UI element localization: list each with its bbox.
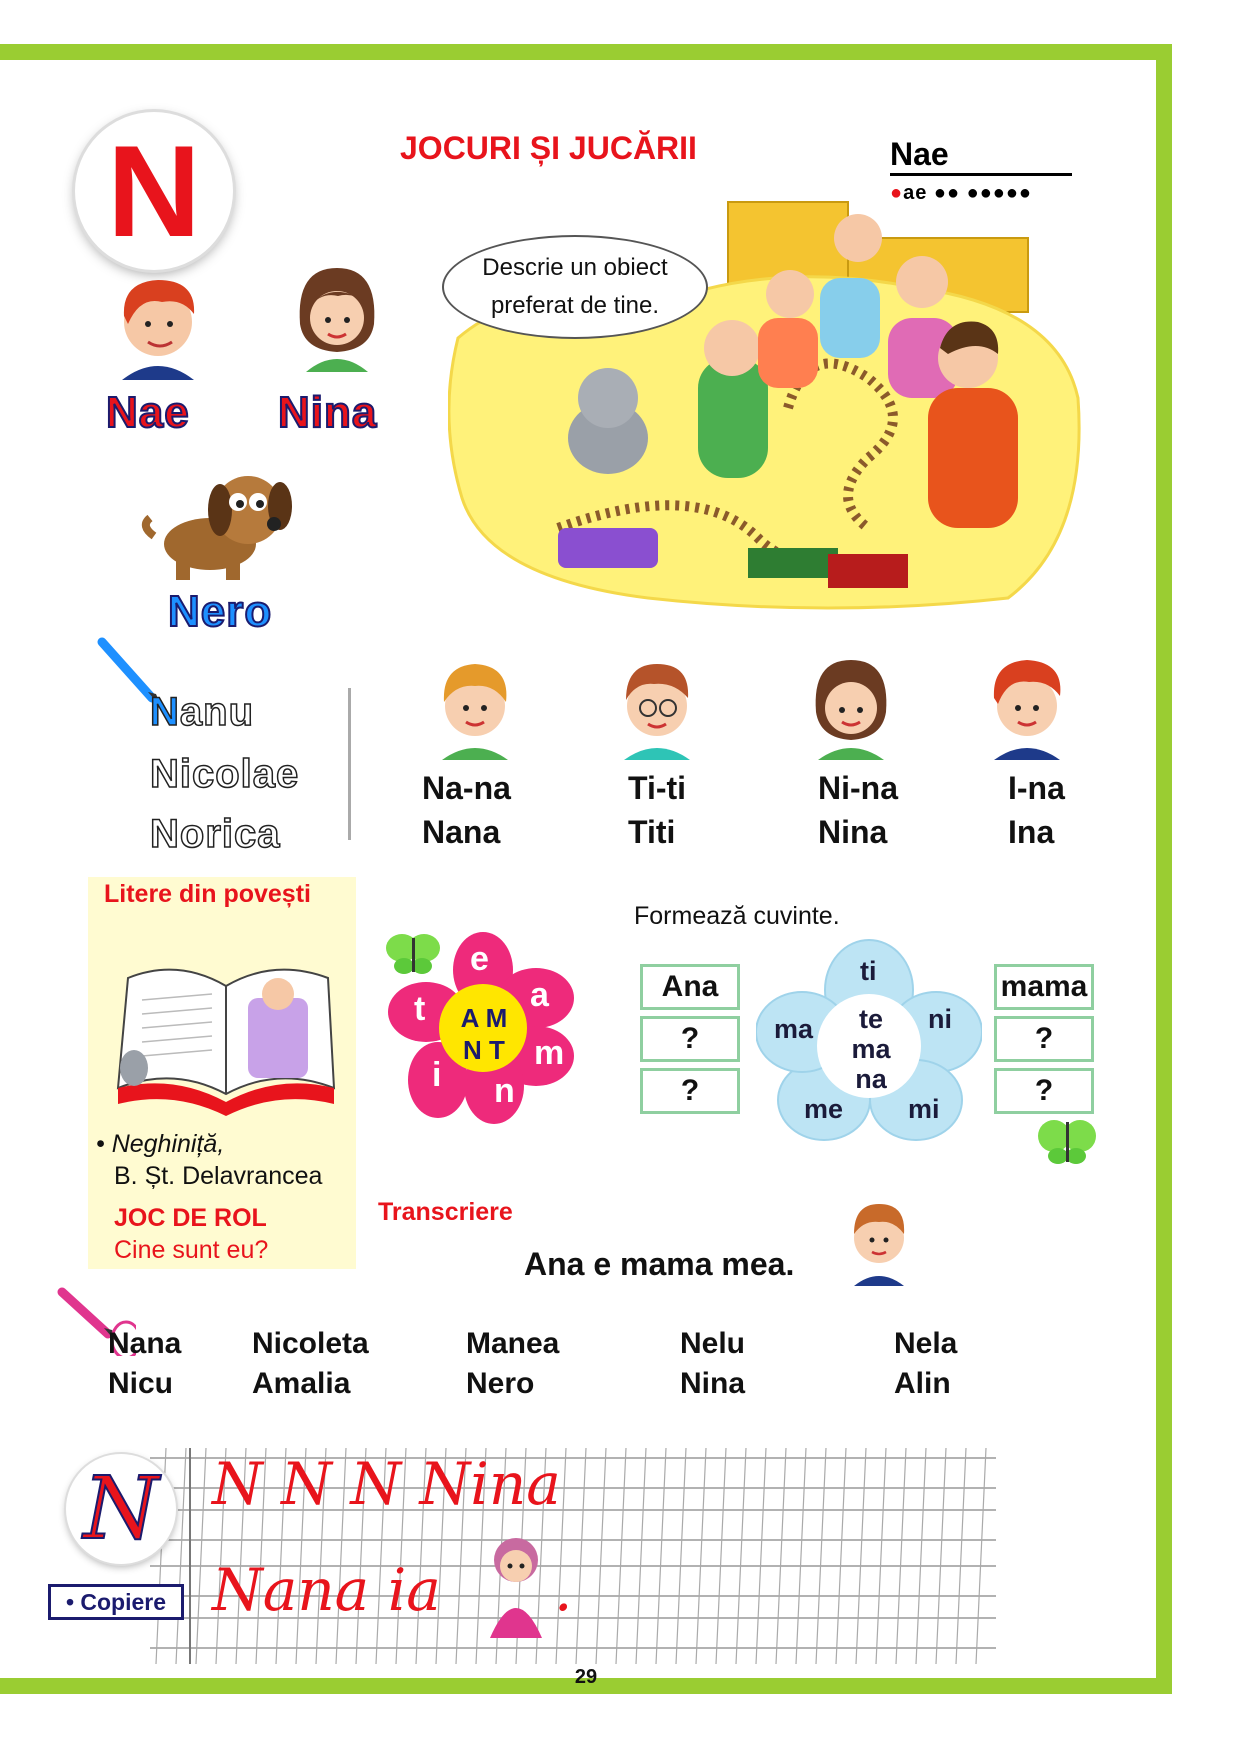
name-nero-text: Nero <box>168 587 273 636</box>
transcription-label: Transcriere <box>378 1198 513 1226</box>
face-nina <box>808 652 894 760</box>
form-words-instruction: Formează cuvinte. <box>634 902 840 930</box>
divider <box>348 688 351 840</box>
right-box-3: ? <box>994 1068 1094 1114</box>
hollow-name-nicolae: Nicolae <box>150 752 300 796</box>
big-letter-badge <box>75 112 233 270</box>
flower-center <box>452 1002 516 1066</box>
page-number: 29 <box>574 1666 598 1688</box>
syllable-petal-me: me <box>804 1094 844 1124</box>
name-item: Alin <box>894 1367 951 1400</box>
syllable-split: Ni-na <box>818 770 898 806</box>
name-item: Manea <box>466 1327 560 1360</box>
syllable-petal-ni: ni <box>928 1004 952 1034</box>
syllable-word: Nina <box>818 814 888 850</box>
name-item: Nero <box>466 1367 535 1400</box>
syllable-petal-mi: mi <box>908 1094 940 1124</box>
name-item: Nana <box>108 1327 182 1360</box>
flower-petal-m: m <box>534 1034 565 1072</box>
flower-petal-e: e <box>470 940 489 978</box>
girl-nina-illustration <box>292 262 382 372</box>
cursive-line-2-end: . <box>554 1556 573 1624</box>
syllable-word: Ina <box>1008 814 1055 850</box>
name-item: Nicu <box>108 1367 174 1400</box>
role-play-title: JOC DE ROL <box>114 1204 267 1232</box>
center-syllable-te: te <box>858 1004 883 1034</box>
copy-label: • Copiere <box>48 1584 184 1620</box>
name-column-2 <box>252 1324 369 1404</box>
hollow-name-nanu <box>150 690 254 735</box>
dog-nero-illustration <box>140 462 300 582</box>
syllable-word: Nana <box>422 814 501 850</box>
speech-bubble <box>442 235 708 339</box>
syllable-block-titi <box>628 766 686 854</box>
name-item: Nelu <box>680 1327 746 1360</box>
right-box-2: ? <box>994 1016 1094 1062</box>
name-column-3 <box>466 1324 559 1404</box>
name-column-1 <box>108 1324 181 1404</box>
flower-petal-i: i <box>432 1056 442 1094</box>
flower-petal-a: a <box>530 976 549 1014</box>
flower-center-line2: N T <box>463 1035 505 1065</box>
scheme-rest: ae ●● ●●●●● <box>903 182 1033 204</box>
hollow-name-norica: Norica <box>150 812 281 856</box>
name-column-4 <box>680 1324 745 1404</box>
syllable-word: Titi <box>628 814 676 850</box>
right-box-1: mama <box>994 964 1094 1010</box>
name-column-5 <box>894 1324 957 1404</box>
big-letter: N <box>107 118 201 264</box>
page-title: JOCURI ȘI JUCĂRII <box>400 130 697 166</box>
center-syllable-na: na <box>855 1064 887 1094</box>
left-box-1: Ana <box>640 964 740 1010</box>
face-ana-small <box>846 1196 912 1286</box>
left-box-3: ? <box>640 1068 740 1114</box>
flower-petal-t: t <box>414 990 426 1028</box>
face-ina <box>984 652 1070 760</box>
face-nana <box>432 652 518 760</box>
syllable-petal-ma: ma <box>774 1014 814 1044</box>
name-nina: Nina <box>278 388 378 437</box>
cursive-letter-badge <box>66 1454 176 1564</box>
story-book-title <box>96 1130 224 1159</box>
syllable-petal-ti: ti <box>860 956 877 986</box>
syllable-block-ina <box>1008 766 1065 854</box>
name-item: Nina <box>680 1367 746 1400</box>
butterfly-icon-2 <box>1036 1114 1100 1168</box>
transcription-sentence: Ana e mama mea. <box>524 1246 795 1282</box>
hollow-first-letter: N <box>150 690 180 734</box>
cursive-letter: N <box>83 1459 159 1559</box>
name-item: Nela <box>894 1327 958 1360</box>
cursive-line-2: Nana ia <box>212 1556 441 1624</box>
story-title: Litere din povești <box>104 880 311 908</box>
story-author: B. Șt. Delavrancea <box>114 1162 323 1190</box>
story-book: • Neghiniță, <box>96 1130 225 1158</box>
bubble-line-1: Descrie un obiect <box>482 254 668 281</box>
doll-illustration <box>480 1532 552 1642</box>
syllable-flower-center <box>836 1004 906 1094</box>
role-play-question: Cine sunt eu? <box>114 1236 269 1264</box>
scheme-first-dot: ● <box>890 182 904 204</box>
boy-nae-illustration <box>112 272 204 380</box>
syllable-split: Ti-ti <box>628 770 687 806</box>
syllable-block-nana <box>422 766 511 854</box>
name-item: Nicoleta <box>252 1327 369 1360</box>
hollow-first-rest: anu <box>179 690 255 734</box>
name-nae: Nae <box>106 388 190 437</box>
left-box-2: ? <box>640 1016 740 1062</box>
name-nero <box>168 587 272 637</box>
face-titi <box>614 652 700 760</box>
bubble-line-2: preferat de tine. <box>490 292 660 319</box>
center-syllable-ma: ma <box>851 1034 891 1064</box>
scheme-word: Nae <box>890 136 1072 176</box>
flower-petal-n: n <box>494 1072 515 1110</box>
name-item: Amalia <box>252 1367 351 1400</box>
flower-center-line1: A M <box>460 1003 508 1033</box>
syllable-split: Na-na <box>422 770 511 806</box>
syllable-split: I-na <box>1008 770 1065 806</box>
syllable-block-nina <box>818 766 898 854</box>
open-book-illustration <box>108 938 344 1124</box>
cursive-line-1: N N N Nina <box>212 1450 561 1518</box>
